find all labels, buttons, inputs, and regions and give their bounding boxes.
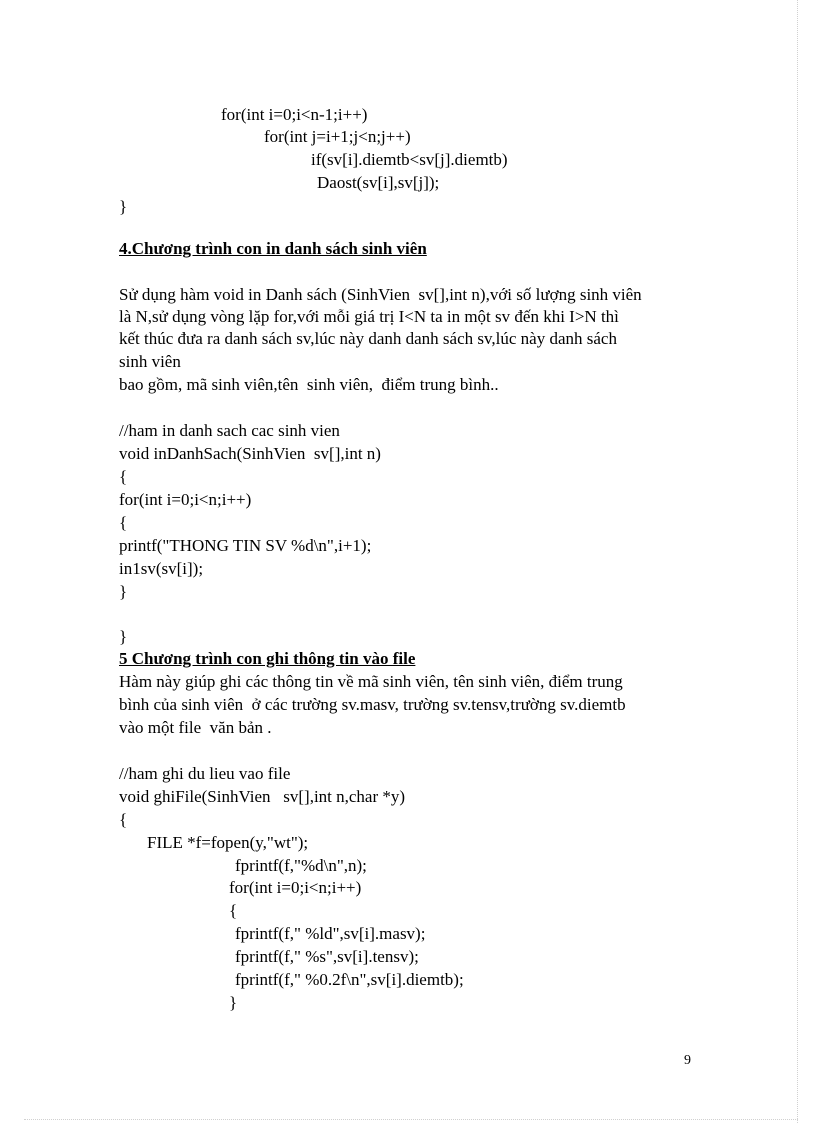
code-line: void ghiFile(SinhVien sv[],int n,char *y) <box>119 787 406 806</box>
paragraph-line: Hàm này giúp ghi các thông tin về mã sinh viên, tên sinh viên, điểm trung <box>119 672 623 691</box>
page-border-right <box>797 0 798 1123</box>
code-line: fprintf(f," %0.2f\n",sv[i].diemtb); <box>235 970 464 989</box>
section-4-heading: 4.Chương trình con in danh sách sinh viên <box>119 239 427 258</box>
paragraph-line: kết thúc đưa ra danh sách sv,lúc này danh danh sách sv,lúc này danh sách <box>119 329 617 348</box>
code-line: { <box>119 467 128 486</box>
code-line: fprintf(f,"%d\n",n); <box>235 856 367 875</box>
code-line: for(int j=i+1;j<n;j++) <box>264 127 411 146</box>
code-line: Daost(sv[i],sv[j]); <box>317 173 440 192</box>
code-line: //ham in danh sach cac sinh vien <box>119 421 340 440</box>
code-line: } <box>119 582 128 601</box>
code-line: printf("THONG TIN SV %d\n",i+1); <box>119 536 372 555</box>
paragraph-line: bao gồm, mã sinh viên,tên sinh viên, điểm trung bình.. <box>119 375 499 394</box>
code-line: { <box>119 513 128 532</box>
code-line: //ham ghi du lieu vao file <box>119 764 291 783</box>
code-line: for(int i=0;i<n;i++) <box>119 490 252 509</box>
code-line: FILE *f=fopen(y,"wt"); <box>147 833 309 852</box>
paragraph-line: Sử dụng hàm void in Danh sách (SinhVien sv[],int n),với số lượng sinh viên <box>119 285 642 304</box>
code-line: for(int i=0;i<n;i++) <box>229 878 362 897</box>
section-5-heading: 5 Chương trình con ghi thông tin vào file <box>119 649 416 668</box>
code-line: fprintf(f," %ld",sv[i].masv); <box>235 924 426 943</box>
code-line: } <box>119 627 128 646</box>
page-border-bottom <box>24 1119 798 1120</box>
code-line: { <box>229 901 238 920</box>
code-line: for(int i=0;i<n-1;i++) <box>221 105 368 124</box>
paragraph-line: bình của sinh viên ở các trường sv.masv, trường sv.tensv,trường sv.diemtb <box>119 695 626 714</box>
code-line: { <box>119 810 128 829</box>
code-line: } <box>119 197 128 216</box>
code-line: void inDanhSach(SinhVien sv[],int n) <box>119 444 381 463</box>
paragraph-line: sinh viên <box>119 352 181 371</box>
code-line: } <box>229 993 238 1012</box>
code-line: fprintf(f," %s",sv[i].tensv); <box>235 947 419 966</box>
page-number: 9 <box>684 1053 691 1068</box>
code-line: in1sv(sv[i]); <box>119 559 204 578</box>
paragraph-line: là N,sử dụng vòng lặp for,với mỗi giá trị I<N ta in một sv đến khi I>N thì <box>119 307 619 326</box>
paragraph-line: vào một file văn bản . <box>119 718 272 737</box>
code-line: if(sv[i].diemtb<sv[j].diemtb) <box>311 150 508 169</box>
